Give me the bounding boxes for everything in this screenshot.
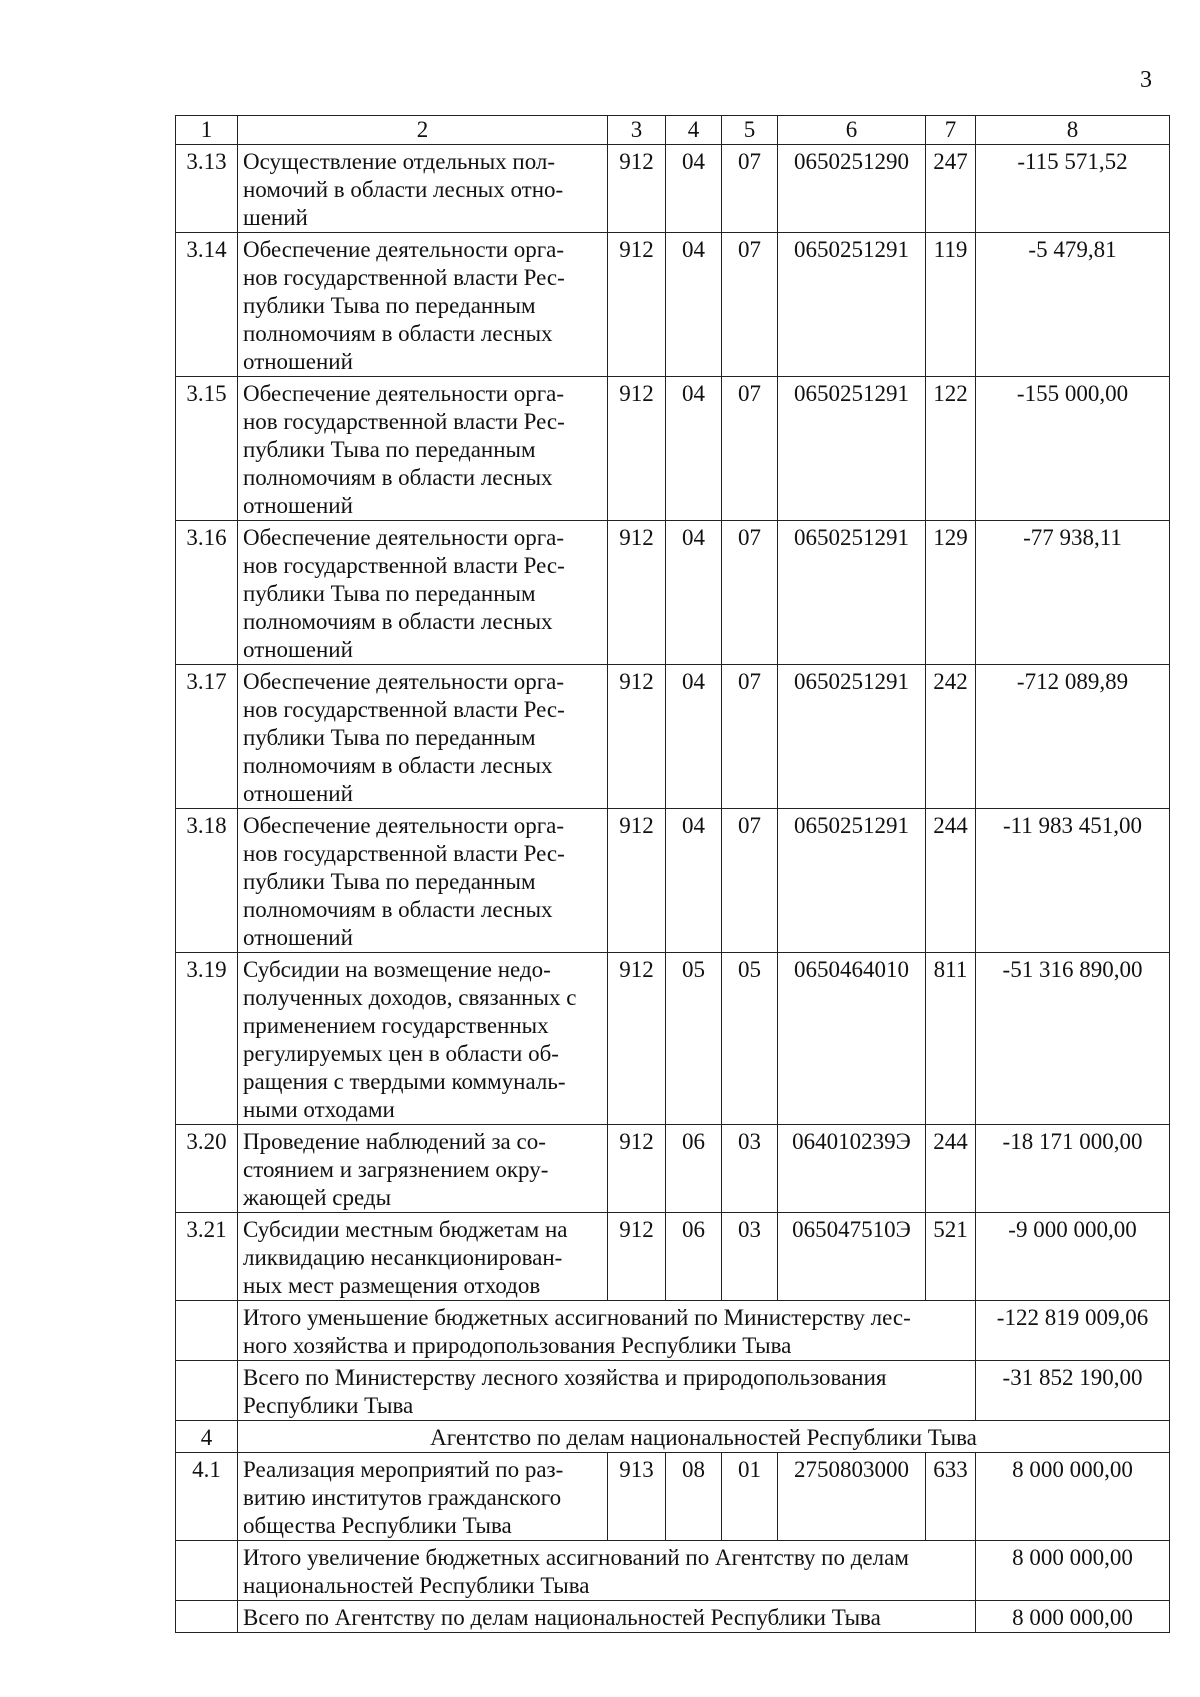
amount: -51 316 890,00	[976, 953, 1170, 1125]
table-body	[176, 116, 1170, 1633]
expense-type-code: 633	[926, 1453, 976, 1541]
column-header: 5	[722, 116, 778, 145]
row-description	[238, 377, 608, 521]
total-amount: -122 819 009,06	[976, 1301, 1170, 1361]
description-line: полученных доходов, связанных с	[243, 985, 577, 1010]
section-code: 04	[666, 145, 722, 233]
subsection-code: 07	[722, 809, 778, 953]
target-article-code: 0650251291	[778, 809, 926, 953]
expense-type-code: 244	[926, 809, 976, 953]
amount: -18 171 000,00	[976, 1125, 1170, 1213]
description-line: Субсидии на возмещение недо-	[243, 957, 551, 982]
row-number: 3.18	[176, 809, 238, 953]
subsection-code: 07	[722, 521, 778, 665]
section-code: 05	[666, 953, 722, 1125]
description-line: регулируемых цен в области об-	[243, 1041, 559, 1066]
column-header: 2	[238, 116, 608, 145]
table-row	[176, 145, 1170, 233]
table-row	[176, 233, 1170, 377]
description-line: публики Тыва по переданным	[243, 293, 536, 318]
subsection-code: 05	[722, 953, 778, 1125]
description-line: отношений	[243, 781, 353, 806]
amount: -11 983 451,00	[976, 809, 1170, 953]
row-number: 3.17	[176, 665, 238, 809]
row-description	[238, 665, 608, 809]
total-description	[238, 1541, 976, 1601]
description-line: ными отходами	[243, 1097, 395, 1122]
description-line: полномочиям в области лесных	[243, 753, 553, 778]
row-description	[238, 145, 608, 233]
description-line: Итого уменьшение бюджетных ассигнований по Министерству лес-	[243, 1305, 911, 1330]
description-line: публики Тыва по переданным	[243, 581, 536, 606]
expense-type-code: 122	[926, 377, 976, 521]
description-line: Реализация мероприятий по раз-	[243, 1457, 564, 1482]
description-line: полномочиям в области лесных	[243, 465, 553, 490]
ministry-code: 912	[608, 1125, 666, 1213]
amount: 8 000 000,00	[976, 1453, 1170, 1541]
total-row	[176, 1301, 1170, 1361]
total-description	[238, 1301, 976, 1361]
column-header: 3	[608, 116, 666, 145]
table-row	[176, 521, 1170, 665]
total-amount: 8 000 000,00	[976, 1601, 1170, 1633]
row-description	[238, 233, 608, 377]
row-number: 3.15	[176, 377, 238, 521]
total-amount: 8 000 000,00	[976, 1541, 1170, 1601]
row-description	[238, 1125, 608, 1213]
description-line: отношений	[243, 637, 353, 662]
table-row	[176, 1125, 1170, 1213]
row-number: 4.1	[176, 1453, 238, 1541]
description-line: Всего по Министерству лесного хозяйства и природопользования	[243, 1365, 887, 1390]
ministry-code: 912	[608, 145, 666, 233]
target-article-code: 2750803000	[778, 1453, 926, 1541]
expense-type-code: 242	[926, 665, 976, 809]
target-article-code: 0650251291	[778, 377, 926, 521]
section-code: 04	[666, 521, 722, 665]
description-line: Республики Тыва	[243, 1393, 414, 1418]
ministry-code: 912	[608, 953, 666, 1125]
target-article-code: 0650464010	[778, 953, 926, 1125]
row-description	[238, 809, 608, 953]
total-description	[238, 1361, 976, 1421]
target-article-code: 0650251291	[778, 233, 926, 377]
target-article-code: 064010239Э	[778, 1125, 926, 1213]
header-row	[176, 116, 1170, 145]
section-row	[176, 1421, 1170, 1453]
description-line: Осуществление отдельных пол-	[243, 149, 556, 174]
description-line: стоянием и загрязнением окру-	[243, 1157, 549, 1182]
target-article-code: 0650251291	[778, 665, 926, 809]
description-line: номочий в области лесных отно-	[243, 177, 564, 202]
row-description	[238, 1453, 608, 1541]
description-line: национальностей Республики Тыва	[243, 1573, 590, 1598]
description-line: публики Тыва по переданным	[243, 725, 536, 750]
section-code: 04	[666, 377, 722, 521]
description-line: нов государственной власти Рес-	[243, 409, 565, 434]
total-description	[238, 1601, 976, 1633]
description-line: жающей среды	[243, 1185, 392, 1210]
row-number: 3.16	[176, 521, 238, 665]
row-number: 3.20	[176, 1125, 238, 1213]
ministry-code: 912	[608, 233, 666, 377]
amount: -77 938,11	[976, 521, 1170, 665]
description-line: Проведение наблюдений за со-	[243, 1129, 546, 1154]
section-code: 06	[666, 1125, 722, 1213]
expense-type-code: 129	[926, 521, 976, 665]
ministry-code: 913	[608, 1453, 666, 1541]
column-header: 4	[666, 116, 722, 145]
total-row	[176, 1601, 1170, 1633]
target-article-code: 065047510Э	[778, 1213, 926, 1301]
ministry-code: 912	[608, 665, 666, 809]
section-code: 04	[666, 665, 722, 809]
subsection-code: 01	[722, 1453, 778, 1541]
row-number	[176, 1301, 238, 1361]
description-line: общества Республики Тыва	[243, 1513, 512, 1538]
table-row	[176, 1453, 1170, 1541]
description-line: публики Тыва по переданным	[243, 869, 536, 894]
description-line: шений	[243, 205, 308, 230]
description-line: отношений	[243, 493, 353, 518]
row-description	[238, 953, 608, 1125]
description-line: ных мест размещения отходов	[243, 1273, 541, 1298]
ministry-code: 912	[608, 809, 666, 953]
total-row	[176, 1541, 1170, 1601]
column-header: 1	[176, 116, 238, 145]
expense-type-code: 521	[926, 1213, 976, 1301]
description-line: отношений	[243, 925, 353, 950]
page-number: 3	[1140, 67, 1152, 93]
description-line: полномочиям в области лесных	[243, 321, 553, 346]
row-number	[176, 1601, 238, 1633]
description-line: витию институтов гражданского	[243, 1485, 562, 1510]
description-line: Обеспечение деятельности орга-	[243, 525, 565, 550]
row-number	[176, 1361, 238, 1421]
total-row	[176, 1361, 1170, 1421]
subsection-code: 03	[722, 1125, 778, 1213]
ministry-code: 912	[608, 521, 666, 665]
description-line: Обеспечение деятельности орга-	[243, 381, 565, 406]
description-line: Обеспечение деятельности орга-	[243, 237, 565, 262]
table-row	[176, 953, 1170, 1125]
expense-type-code: 247	[926, 145, 976, 233]
row-number	[176, 1541, 238, 1601]
subsection-code: 07	[722, 145, 778, 233]
expense-type-code: 119	[926, 233, 976, 377]
total-amount: -31 852 190,00	[976, 1361, 1170, 1421]
table-row	[176, 809, 1170, 953]
description-line: полномочиям в области лесных	[243, 609, 553, 634]
column-header: 7	[926, 116, 976, 145]
description-line: Итого увеличение бюджетных ассигнований по Агентству по делам	[243, 1545, 909, 1570]
amount: -712 089,89	[976, 665, 1170, 809]
description-line: публики Тыва по переданным	[243, 437, 536, 462]
description-line: применением государственных	[243, 1013, 549, 1038]
row-number: 3.21	[176, 1213, 238, 1301]
description-line: Всего по Агентству по делам национальностей Республики Тыва	[243, 1605, 881, 1630]
ministry-code: 912	[608, 377, 666, 521]
ministry-code: 912	[608, 1213, 666, 1301]
table-row	[176, 665, 1170, 809]
description-line: нов государственной власти Рес-	[243, 841, 565, 866]
description-line: нов государственной власти Рес-	[243, 553, 565, 578]
description-line: Обеспечение деятельности орга-	[243, 813, 565, 838]
description-line: отношений	[243, 349, 353, 374]
column-header: 8	[976, 116, 1170, 145]
subsection-code: 07	[722, 665, 778, 809]
section-code: 04	[666, 233, 722, 377]
description-line: ного хозяйства и природопользования Республики Тыва	[243, 1333, 792, 1358]
description-line: Субсидии местным бюджетам на	[243, 1217, 568, 1242]
description-line: нов государственной власти Рес-	[243, 265, 565, 290]
row-number: 3.14	[176, 233, 238, 377]
subsection-code: 07	[722, 377, 778, 521]
section-title: Агентство по делам национальностей Республики Тыва	[238, 1421, 1170, 1453]
description-line: ращения с твердыми коммуналь-	[243, 1069, 566, 1094]
subsection-code: 07	[722, 233, 778, 377]
expense-type-code: 811	[926, 953, 976, 1125]
description-line: ликвидацию несанкционирован-	[243, 1245, 563, 1270]
row-number: 3.13	[176, 145, 238, 233]
section-number: 4	[176, 1421, 238, 1453]
target-article-code: 0650251291	[778, 521, 926, 665]
section-code: 06	[666, 1213, 722, 1301]
table-row	[176, 377, 1170, 521]
subsection-code: 03	[722, 1213, 778, 1301]
description-line: Обеспечение деятельности орга-	[243, 669, 565, 694]
column-header: 6	[778, 116, 926, 145]
amount: -5 479,81	[976, 233, 1170, 377]
description-line: полномочиям в области лесных	[243, 897, 553, 922]
row-number: 3.19	[176, 953, 238, 1125]
amount: -155 000,00	[976, 377, 1170, 521]
row-description	[238, 1213, 608, 1301]
row-description	[238, 521, 608, 665]
table-row	[176, 1213, 1170, 1301]
budget-allocation-table	[175, 115, 1170, 1633]
expense-type-code: 244	[926, 1125, 976, 1213]
section-code: 04	[666, 809, 722, 953]
description-line: нов государственной власти Рес-	[243, 697, 565, 722]
amount: -115 571,52	[976, 145, 1170, 233]
amount: -9 000 000,00	[976, 1213, 1170, 1301]
section-code: 08	[666, 1453, 722, 1541]
target-article-code: 0650251290	[778, 145, 926, 233]
